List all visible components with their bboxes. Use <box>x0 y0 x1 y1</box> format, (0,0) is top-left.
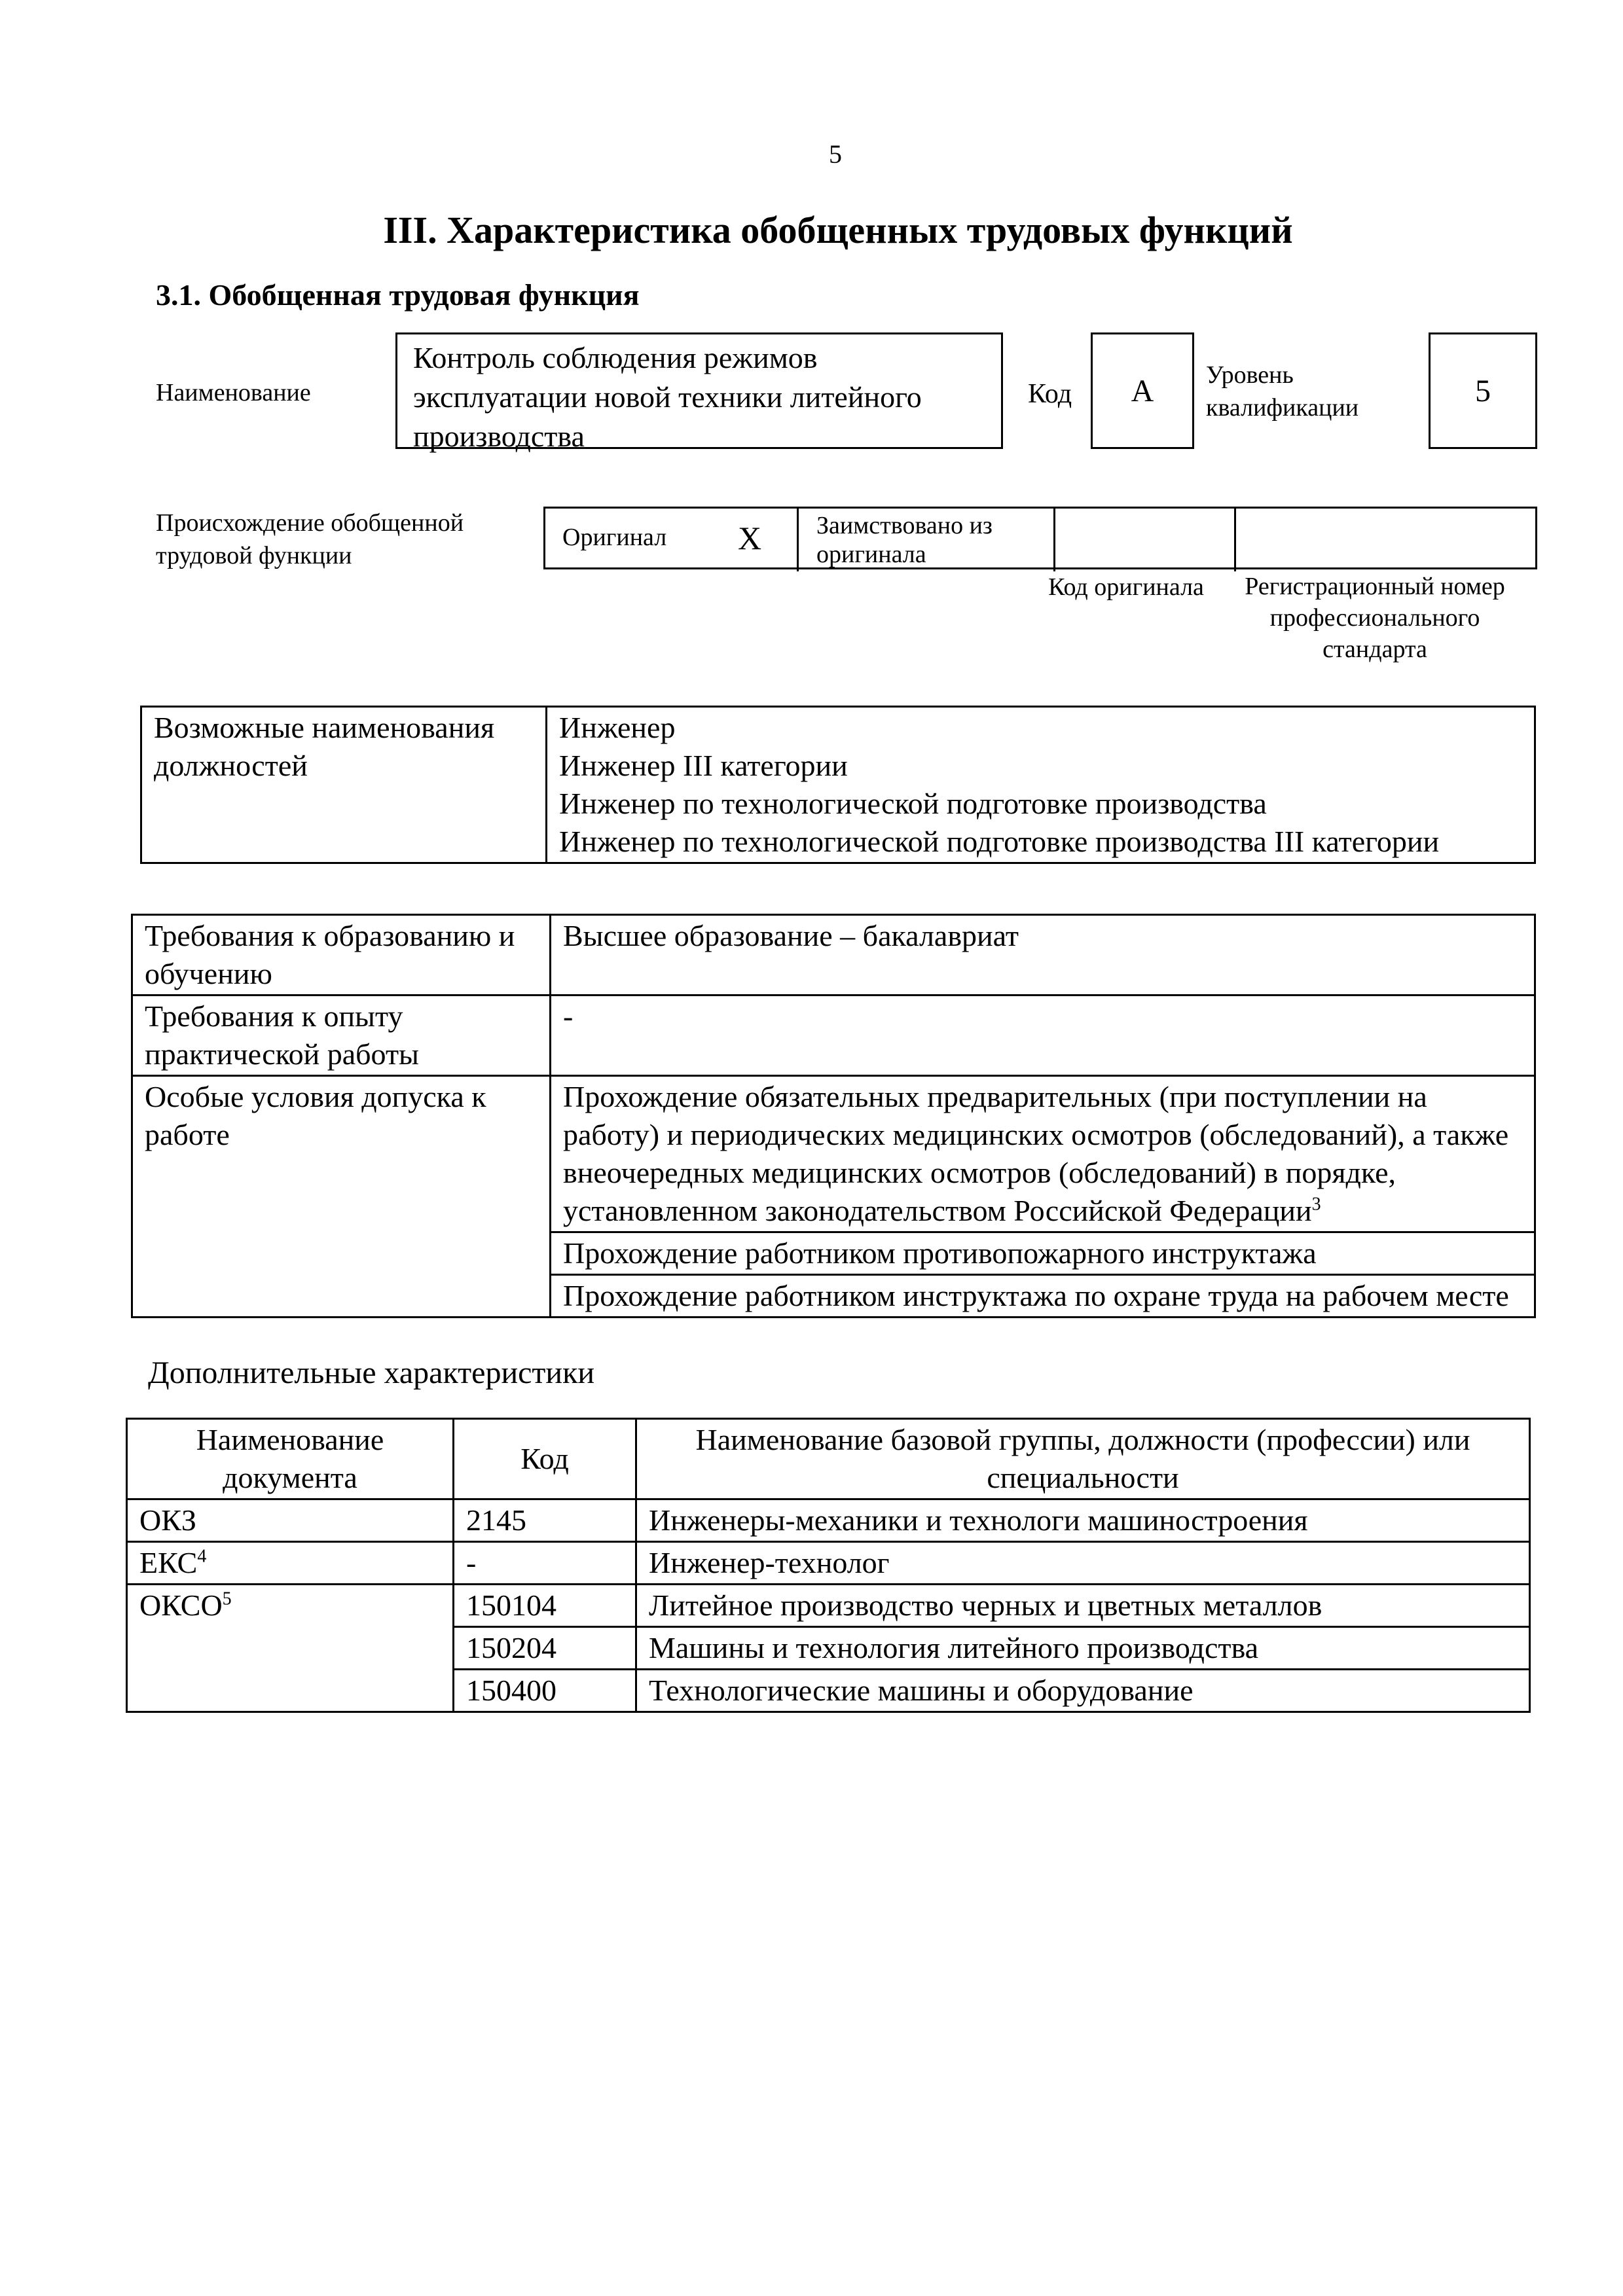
row-name: Машины и технология литейного производства <box>636 1627 1530 1670</box>
subsection-title: 3.1. Обобщенная трудовая функция <box>156 278 640 312</box>
education-label: Требования к образованию и обучению <box>132 915 551 996</box>
footnote-ref: 4 <box>197 1546 207 1567</box>
additional-table <box>126 1418 1531 1713</box>
additional-title: Дополнительные характеристики <box>148 1355 595 1390</box>
origin-code-cell <box>1053 509 1234 571</box>
special-conditions-label: Особые условия допуска к работе <box>132 1076 551 1318</box>
row-code: - <box>454 1542 636 1585</box>
origin-borrowed-label-line1: Заимствовано из <box>816 512 993 539</box>
row-name: Технологические машины и оборудование <box>636 1670 1530 1712</box>
row-name: Литейное производство черных и цветных металлов <box>636 1585 1530 1627</box>
position-item: Инженер <box>559 711 676 744</box>
education-value: Высшее образование – бакалавриат <box>551 915 1535 996</box>
special-condition-item <box>551 1076 1535 1232</box>
origin-borrowed-label-line2: оригинала <box>816 541 926 568</box>
origin-borrowed-label <box>816 511 993 569</box>
row-doc <box>127 1499 454 1542</box>
header-name: Наименование базовой группы, должности (профессии) или специальности <box>636 1419 1530 1499</box>
positions-table <box>140 706 1536 864</box>
positions-label: Возможные наименования должностей <box>141 707 547 863</box>
origin-label-line1: Происхождение обобщенной <box>156 509 464 537</box>
row-doc-text: ОКСО <box>139 1588 223 1622</box>
header-code: Код <box>454 1419 636 1499</box>
row-code: 2145 <box>454 1499 636 1542</box>
position-item: Инженер III категории <box>559 749 848 782</box>
row-code: 150204 <box>454 1627 636 1670</box>
origin-table <box>543 507 1537 569</box>
row-doc-text: ЕКС <box>139 1546 198 1579</box>
row-name: Инженер-технолог <box>636 1542 1530 1585</box>
row-doc <box>127 1585 454 1712</box>
origin-original-label: Оригинал <box>562 524 667 551</box>
origin-code-caption: Код оригинала <box>1048 573 1204 601</box>
row-doc-text: ОКЗ <box>139 1503 196 1537</box>
function-code-label: Код <box>1028 379 1072 409</box>
origin-label-line2: трудовой функции <box>156 542 352 569</box>
origin-original-mark: Х <box>738 520 762 556</box>
row-name: Инженеры-механики и технологи машиностроения <box>636 1499 1530 1542</box>
function-code-value: А <box>1091 332 1194 449</box>
origin-label <box>156 507 464 572</box>
position-item: Инженер по технологической подготовке производства III категории <box>559 825 1440 858</box>
header-doc: Наименование документа <box>127 1419 454 1499</box>
row-code: 150400 <box>454 1670 636 1712</box>
position-item: Инженер по технологической подготовке производства <box>559 787 1267 820</box>
section-title: III. Характеристика обобщенных трудовых функций <box>383 209 1293 251</box>
experience-label: Требования к опыту практической работы <box>132 996 551 1076</box>
positions-list <box>547 707 1535 863</box>
origin-reg-cell <box>1234 509 1535 571</box>
special-condition-item: Прохождение работником инструктажа по охране труда на рабочем месте <box>551 1275 1535 1318</box>
qualification-level-label <box>1206 359 1359 424</box>
special-condition-item: Прохождение работником противопожарного инструктажа <box>551 1232 1535 1275</box>
footnote-ref: 5 <box>222 1588 232 1609</box>
function-name-label: Наименование <box>156 379 311 406</box>
qualification-level-label-line1: Уровень <box>1206 361 1294 389</box>
function-name-value: Контроль соблюдения режимов эксплуатации новой техники литейного производства <box>395 332 1003 449</box>
row-code: 150104 <box>454 1585 636 1627</box>
qualification-level-value: 5 <box>1429 332 1537 449</box>
footnote-ref: 3 <box>1311 1194 1321 1215</box>
row-doc <box>127 1542 454 1585</box>
experience-value: - <box>551 996 1535 1076</box>
origin-reg-caption: Регистрационный номер профессионального стандарта <box>1245 573 1505 663</box>
requirements-table <box>131 914 1536 1318</box>
qualification-level-label-line2: квалификации <box>1206 394 1359 422</box>
page-number: 5 <box>829 139 842 169</box>
special-condition-text: Прохождение обязательных предварительных (при поступлении на работу) и периодических медицинских осмотров (обследований), а также внеочередных медицинских осмотров (обследований) в порядке, установленном законодательством Российской Федерации <box>563 1080 1509 1227</box>
